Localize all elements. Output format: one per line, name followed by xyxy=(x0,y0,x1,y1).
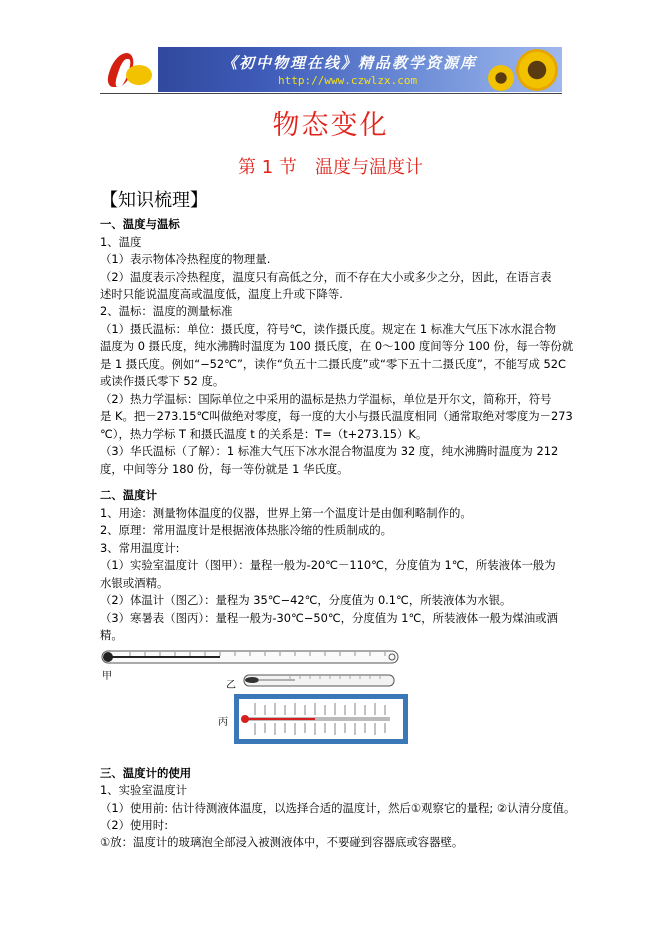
sunflower-image xyxy=(516,49,558,91)
text-line: （1）使用前: 估计待测液体温度，以选择合适的温度计，然后①观察它的量程; ②认清分度值。 xyxy=(100,801,576,815)
text-line: 2、温标：温度的测量标准 xyxy=(100,304,233,318)
banner-url[interactable]: http://www.czwlzx.com xyxy=(278,74,418,87)
text-line: 述时只能说温度高或温度低，温度上升或下降等. xyxy=(100,287,343,301)
thermometers-figure xyxy=(100,645,440,747)
text-line: 是 1 摄氏度。例如“−52℃”，读作“负五十二摄氏度”或“零下五十二摄氏度”，不能写成 52C xyxy=(100,357,566,371)
text-line: 或读作摄氏零下 52 度。 xyxy=(100,374,225,388)
page-title: 物态变化 xyxy=(272,110,389,141)
text-line: 水银或酒精。 xyxy=(100,576,169,590)
heading-thermometer-use: 三、温度计的使用 xyxy=(100,766,192,780)
text-line: ℃），热力学标 T 和摄氏温度 t 的关系是：T=（t+273.15）K。 xyxy=(100,427,428,441)
sunflower-image xyxy=(488,65,514,91)
site-logo xyxy=(100,47,158,92)
figure-label-a: 甲 xyxy=(102,671,112,682)
figure-label-b: 乙 xyxy=(226,680,236,691)
text-line: 度，中间等分 180 份，每一等份就是 1 华氏度。 xyxy=(100,462,349,476)
header-divider xyxy=(100,93,562,94)
section-heading: 【知识梳理】 xyxy=(100,190,208,211)
text-line: 是 K。把－273.15℃叫做绝对零度，每一度的大小与摄氏温度相同（通常取绝对零度为－273 xyxy=(100,409,573,423)
text-line: （3）寒暑表（图丙）：量程一般为-30℃−50℃，分度值为 1℃，所装液体一般为煤油或酒 xyxy=(100,611,558,625)
text-line: 1、用途：测量物体温度的仪器，世界上第一个温度计是由伽利略制作的。 xyxy=(100,506,472,520)
text-line: 1、温度 xyxy=(100,235,142,249)
text-line: （2）热力学温标：国际单位之中采用的温标是热力学温标，单位是开尔文，简称开，符号 xyxy=(100,392,552,406)
heading-thermometer: 二、温度计 xyxy=(100,488,157,502)
text-line: （1）摄氏温标：单位：摄氏度，符号℃，读作摄氏度。规定在 1 标准大气压下冰水混合物 xyxy=(100,322,556,336)
text-line: ①放：温度计的玻璃泡全部浸入被测液体中，不要碰到容器底或容器壁。 xyxy=(100,835,464,849)
banner-title: 《初中物理在线》精品教学资源库 xyxy=(222,54,478,72)
text-line: 温度为 0 摄氏度，纯水沸腾时温度为 100 摄氏度，在 0～100 度间等分 100 份，每一等份就 xyxy=(100,339,574,353)
text-line: （2）温度表示冷热程度，温度只有高低之分，而不存在大小或多少之分，因此，在语言表 xyxy=(100,270,552,284)
text-line: 精。 xyxy=(100,628,123,642)
text-line: 3、常用温度计: xyxy=(100,541,180,555)
text-line: （3）华氏温标（了解）：1 标准大气压下冰水混合物温度为 32 度，纯水沸腾时温度为 212 xyxy=(100,444,559,458)
text-line: 2、原理：常用温度计是根据液体热胀冷缩的性质制成的。 xyxy=(100,523,393,537)
text-line: （1）表示物体冷热程度的物理量. xyxy=(100,252,271,266)
text-line: （1）实验室温度计（图甲）：量程一般为-20℃－110℃，分度值为 1℃，所装液体一般为 xyxy=(100,558,556,572)
text-line: （2）体温计（图乙）：量程为 35℃−42℃，分度值为 0.1℃，所装液体为水银。 xyxy=(100,593,512,607)
text-line: 1、实验室温度计 xyxy=(100,783,187,797)
section-subtitle: 第 1 节 温度与温度计 xyxy=(238,157,423,178)
figure-label-c: 丙 xyxy=(218,717,228,728)
heading-temperature-scale: 一、温度与温标 xyxy=(100,217,180,231)
site-banner xyxy=(100,47,562,92)
text-line: （2）使用时: xyxy=(100,818,169,832)
